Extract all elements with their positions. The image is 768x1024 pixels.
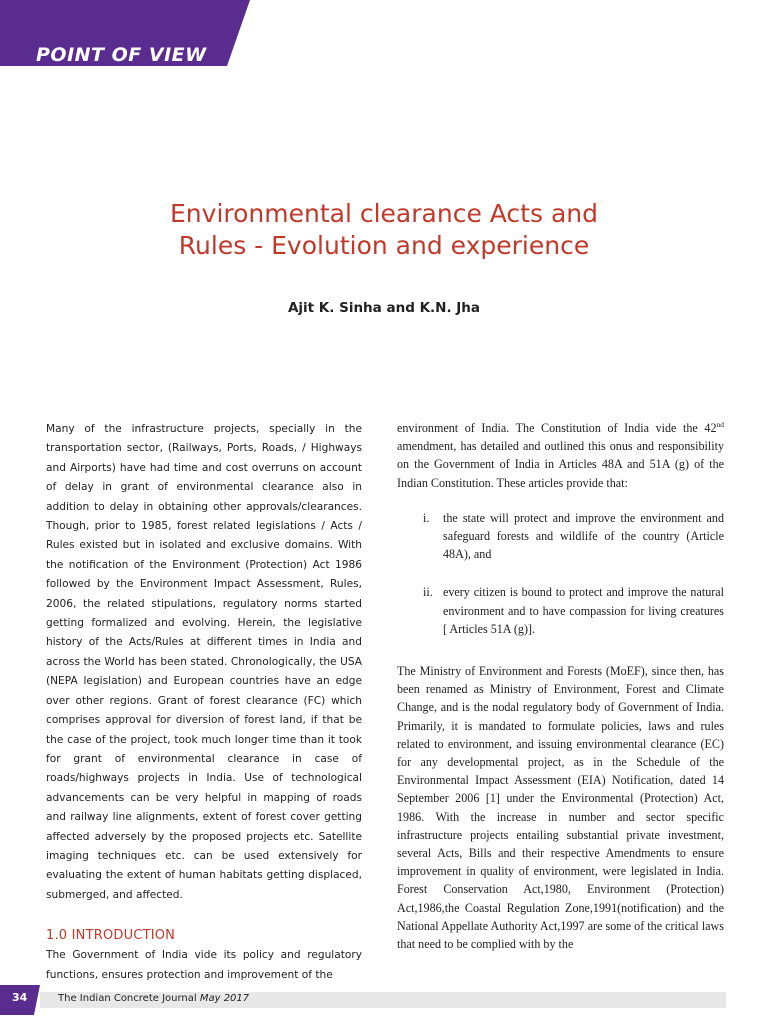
para1-text-b: amendment, has detailed and outlined this onus and responsibility on the Government of India in Articles 48A and 51A (g) of the Indian Constitution. These articles provide that: — [397, 439, 724, 490]
page-number: 34 — [12, 991, 28, 1004]
title-line-1: Environmental clearance Acts and — [170, 199, 598, 228]
title-line-2: Rules - Evolution and experience — [178, 231, 590, 260]
list-item-number: i. — [423, 510, 430, 525]
list-item-text: the state will protect and improve the environment and safeguard forests and wildlife of the country (Article 48A), and — [443, 510, 724, 562]
para1-text-a: environment of India. The Constitution of India vide the 42 — [397, 421, 717, 435]
list-item — [397, 509, 724, 564]
section-label: POINT OF VIEW — [36, 44, 207, 66]
list-item-text: every citizen is bound to protect and improve the natural environment and to have compassion for living creatures [ Articles 51A (g)]. — [443, 585, 724, 636]
section-heading: 1.0 INTRODUCTION — [46, 928, 176, 944]
article-title — [0, 198, 768, 262]
right-column — [397, 419, 724, 953]
footer-journal — [58, 993, 249, 1004]
right-paragraph-2: The Ministry of Environment and Forests (MoEF), since then, has been renamed as Ministry of Environment, Forest and Climate Change, and is the nodal regulatory body of Government of India. Primarily, it is mandated to formulate policies, laws and rules related to environment, and issuing environmental clearance (EC) for any developmental project, as in the Schedule of the Environmental Impact Assessment (EIA) Notification, dated 14 September 2006 [1] under the Environmental (Protection) Act, 1986. With the increase in number and sector specific infrastructure projects entailing substantial private investment, several Acts, Bills and their respective Amendments to ensure improvement in quality of environment, were legislated in India. Forest Conservation Act,1980, Environment (Protection) Act,1986,the Coastal Regulation Zone,1991(notification) and the National Appellate Authority Act,1997 are some of the critical laws that need to be complied with by the — [397, 664, 724, 952]
section-paragraph: The Government of India vide its policy and regulatory functions, ensures protection and improvement of the — [46, 949, 362, 981]
journal-name: The Indian Concrete Journal — [58, 993, 197, 1004]
para1-superscript: nd — [716, 419, 724, 429]
list-item — [397, 583, 724, 638]
list-item-number: ii. — [423, 585, 433, 600]
intro-paragraph: Many of the infrastructure projects, specially in the transportation sector, (Railways, Ports, Roads, / Highways and Airports) have had time and cost overruns on account of delay in grant of environmental clearance also in addition to delay in obtaining other approvals/clearances. Though, prior to 1985, forest related legislations / Acts / Rules existed but in isolated and exclusive domains. With the notification of the Environment (Protection) Act 1986 followed by the Environment Impact Assessment, Rules, 2006, the related stipulations, regulatory norms started getting formalized and evolving. Herein, the legislative history of the Acts/Rules at different times in India and across the World has been stated. Chronologically, the USA (NEPA legislation) and European countries have an edge over other regions. Grant of forest clearance (FC) which comprises approval for diversion of forest land, if that be the case of the project, took much longer time than it took for grant of environmental clearance in case of roads/highways projects in India. Use of technological advancements can be very helpful in mapping of roads and railway line alignments, extent of forest cover getting affected adversely by the proposed projects etc. Satellite imaging techniques etc. can be used extensively for evaluating the extent of human habitats getting displaced, submerged, and affected. — [46, 423, 362, 901]
left-column — [46, 420, 362, 985]
articles-list — [397, 509, 724, 638]
right-paragraph-1 — [397, 419, 724, 492]
journal-issue: May 2017 — [199, 993, 250, 1004]
article-authors: Ajit K. Sinha and K.N. Jha — [287, 300, 481, 316]
